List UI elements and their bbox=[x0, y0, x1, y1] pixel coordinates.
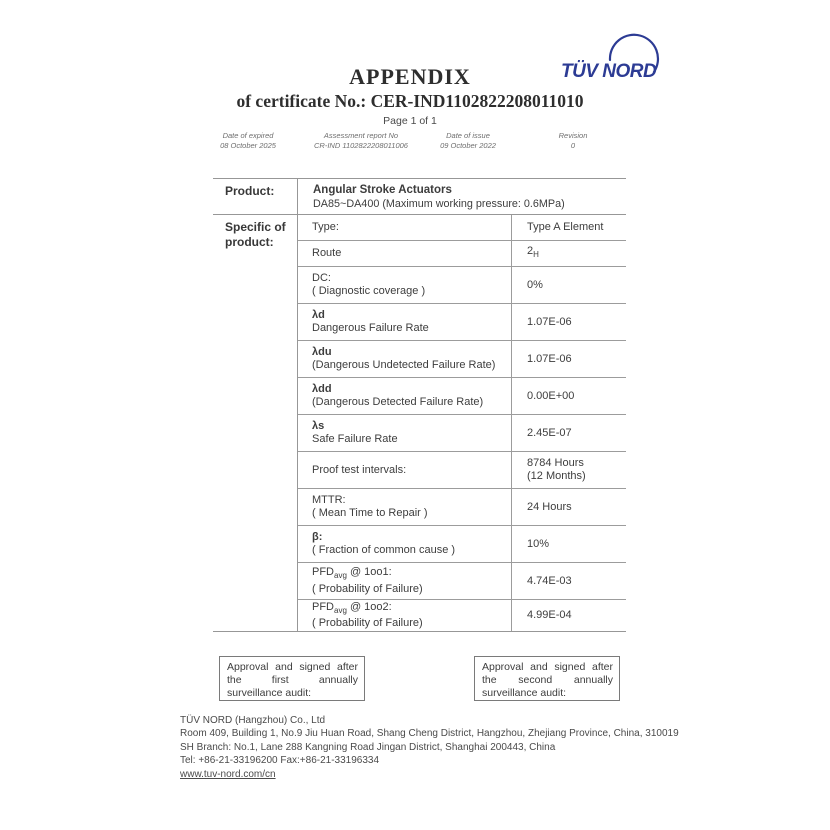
value-proof-months: (12 Months) bbox=[527, 470, 586, 482]
value-lambda-d: 1.07E-06 bbox=[527, 315, 572, 328]
table-row-dc: DC: ( Diagnostic coverage ) 0% bbox=[298, 267, 626, 304]
footer-company: TÜV NORD (Hangzhou) Co., Ltd bbox=[180, 715, 326, 726]
product-data-table bbox=[213, 178, 626, 632]
footer-phone: Tel: +86-21-33196200 Fax:+86-21-33196334 bbox=[180, 755, 380, 767]
table-row-pfd-1oo1: $PFD_{avg}$ @ 1oo1: ( Probability of Failure) 4.74E-03 bbox=[298, 563, 626, 600]
value-route: $2_H$ bbox=[527, 245, 539, 260]
footer-website-link[interactable]: www.tuv-nord.com/cn bbox=[180, 768, 276, 780]
specific-label: Specific of product: bbox=[213, 215, 298, 631]
meta-label: Date of issue bbox=[446, 131, 490, 140]
product-name: Angular Stroke Actuators bbox=[313, 184, 452, 196]
footer bbox=[180, 714, 740, 781]
page-indicator: Page 1 of 1 bbox=[383, 115, 437, 127]
tuv-nord-logo-text: TÜV NORD bbox=[561, 61, 657, 82]
approval-box-first-audit: Approval and signed after the first annually surveillance audit: bbox=[219, 656, 365, 701]
table-row-beta: β: ( Fraction of common cause ) 10% bbox=[298, 526, 626, 563]
certificate-number-line: of certificate No.: CER-IND1102822208011010 bbox=[236, 91, 584, 111]
value-lambda-s: 2.45E-07 bbox=[527, 426, 572, 439]
meta-date-issue bbox=[440, 131, 496, 150]
approval-box-second-audit: Approval and signed after the second annually surveillance audit: bbox=[474, 656, 620, 701]
value-type: Type A Element bbox=[527, 221, 604, 233]
meta-assessment-report bbox=[314, 131, 408, 150]
product-description: DA85~DA400 (Maximum working pressure: 0.6MPa) bbox=[313, 198, 565, 210]
value-pfd-1oo1: 4.74E-03 bbox=[527, 574, 572, 587]
value-beta: 10% bbox=[527, 537, 550, 550]
meta-date-expired bbox=[220, 131, 276, 150]
product-content bbox=[298, 179, 626, 214]
table-row-lambda-du: λdu (Dangerous Undetected Failure Rate) 1.07E-06 bbox=[298, 341, 626, 378]
value-mttr: 24 Hours bbox=[527, 500, 572, 513]
value-lambda-du: 1.07E-06 bbox=[527, 352, 572, 365]
table-row-mttr: MTTR: ( Mean Time to Repair ) 24 Hours bbox=[298, 489, 626, 526]
table-row-pfd-1oo2: $PFD_{avg}$ @ 1oo2: ( Probability of Failure) 4.99E-04 bbox=[298, 600, 626, 631]
table-row-proof-test: Proof test intervals: 8784 Hours (12 Months) bbox=[298, 452, 626, 489]
meta-label: Date of expired bbox=[222, 131, 274, 140]
table-row-lambda-s: λs Safe Failure Rate 2.45E-07 bbox=[298, 415, 626, 452]
meta-revision bbox=[559, 131, 588, 150]
specific-section bbox=[213, 215, 626, 631]
product-label: Product: bbox=[213, 179, 298, 214]
table-row-type: Type: Type A Element bbox=[298, 215, 626, 241]
title-block bbox=[0, 64, 820, 127]
product-row bbox=[213, 179, 626, 215]
table-row-route: Route $2_H$ bbox=[298, 241, 626, 267]
footer-address-2: SH Branch: No.1, Lane 288 Kangning Road Jingan District, Shanghai 200443, China bbox=[180, 741, 556, 753]
specific-rows bbox=[298, 215, 626, 631]
value-pfd-1oo2: 4.99E-04 bbox=[527, 609, 572, 621]
value-dc: 0% bbox=[527, 278, 543, 291]
meta-label: Revision bbox=[558, 131, 588, 140]
meta-value: 09 October 2022 bbox=[440, 140, 496, 150]
value-lambda-dd: 0.00E+00 bbox=[527, 389, 575, 402]
table-row-lambda-dd: λdd (Dangerous Detected Failure Rate) 0.00E+00 bbox=[298, 378, 626, 415]
value-proof-hours: 8784 Hours bbox=[527, 457, 584, 469]
table-row-lambda-d: λd Dangerous Failure Rate 1.07E-06 bbox=[298, 304, 626, 341]
meta-value: 0 bbox=[570, 140, 576, 150]
footer-address-1: Room 409, Building 1, No.9 Jiu Huan Road, Shang Cheng District, Hangzhou, Zhejiang Province, China, 310019 bbox=[180, 728, 679, 740]
appendix-title: APPENDIX bbox=[349, 64, 471, 89]
meta-label: Assessment report No bbox=[323, 131, 399, 140]
meta-value: 08 October 2025 bbox=[220, 140, 276, 150]
meta-value: CR-IND 1102822208011006 bbox=[314, 140, 408, 150]
